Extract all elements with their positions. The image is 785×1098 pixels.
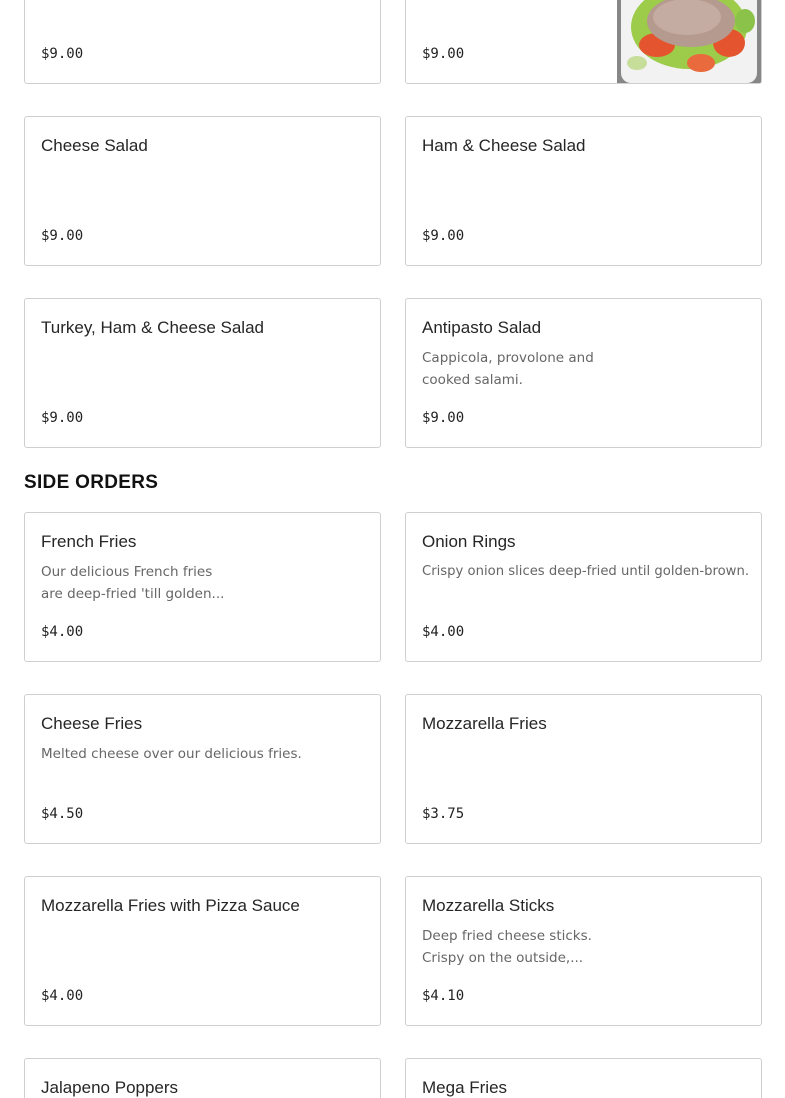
item-price: $4.00 [422,624,465,640]
item-name: Turkey, Ham & Cheese Salad [41,318,264,337]
menu-item-card[interactable] [24,1058,381,1098]
item-name: Ham & Cheese Salad [422,136,586,155]
menu-item-card[interactable] [24,0,381,84]
menu-item-card[interactable] [24,876,381,1026]
menu-item-card[interactable] [405,0,762,84]
item-price: $9.00 [422,410,465,426]
menu-item-card[interactable] [24,512,381,662]
item-price: $4.50 [41,806,84,822]
item-price: $9.00 [41,228,84,244]
item-description: Melted cheese over our delicious fries. [41,746,302,762]
item-description: Crispy onion slices deep-fried until golden-brown. [422,564,750,579]
item-price: $9.00 [41,46,84,62]
item-name: Cheese Salad [41,136,148,155]
menu-item-card[interactable] [24,298,381,448]
item-name: Jalapeno Poppers [41,1078,179,1097]
menu-item-card[interactable] [405,512,762,662]
item-name: Mozzarella Sticks [422,896,555,915]
item-name: Onion Rings [422,532,516,551]
item-name: Antipasto Salad [422,318,542,337]
item-name: Mozzarella Fries [422,714,547,733]
item-price: $9.00 [41,410,84,426]
menu-item-card[interactable] [405,876,762,1026]
item-price: $9.00 [422,228,465,244]
item-description: Deep fried cheese sticks. Crispy on the outside,... [422,928,592,966]
item-price: $4.10 [422,988,465,1004]
item-name: Mozzarella Fries with Pizza Sauce [41,896,300,915]
menu-item-card[interactable] [24,116,381,266]
item-description: Our delicious French fries are deep-fried 'till golden... [41,564,225,602]
item-price: $4.00 [41,624,84,640]
item-price: $9.00 [422,46,465,62]
section-title: SIDE ORDERS [24,472,159,493]
item-price: $3.75 [422,806,465,822]
item-name: Cheese Fries [41,714,143,733]
menu-item-card[interactable] [405,1058,762,1098]
item-name: French Fries [41,532,137,551]
menu-item-card[interactable] [405,694,762,844]
menu-item-card[interactable] [24,694,381,844]
item-name: Mega Fries [422,1078,508,1097]
menu-item-card[interactable] [405,116,762,266]
item-description: Cappicola, provolone and cooked salami. [422,350,594,388]
menu-item-card[interactable] [405,298,762,448]
item-price: $4.00 [41,988,84,1004]
salad-photo [617,0,761,83]
